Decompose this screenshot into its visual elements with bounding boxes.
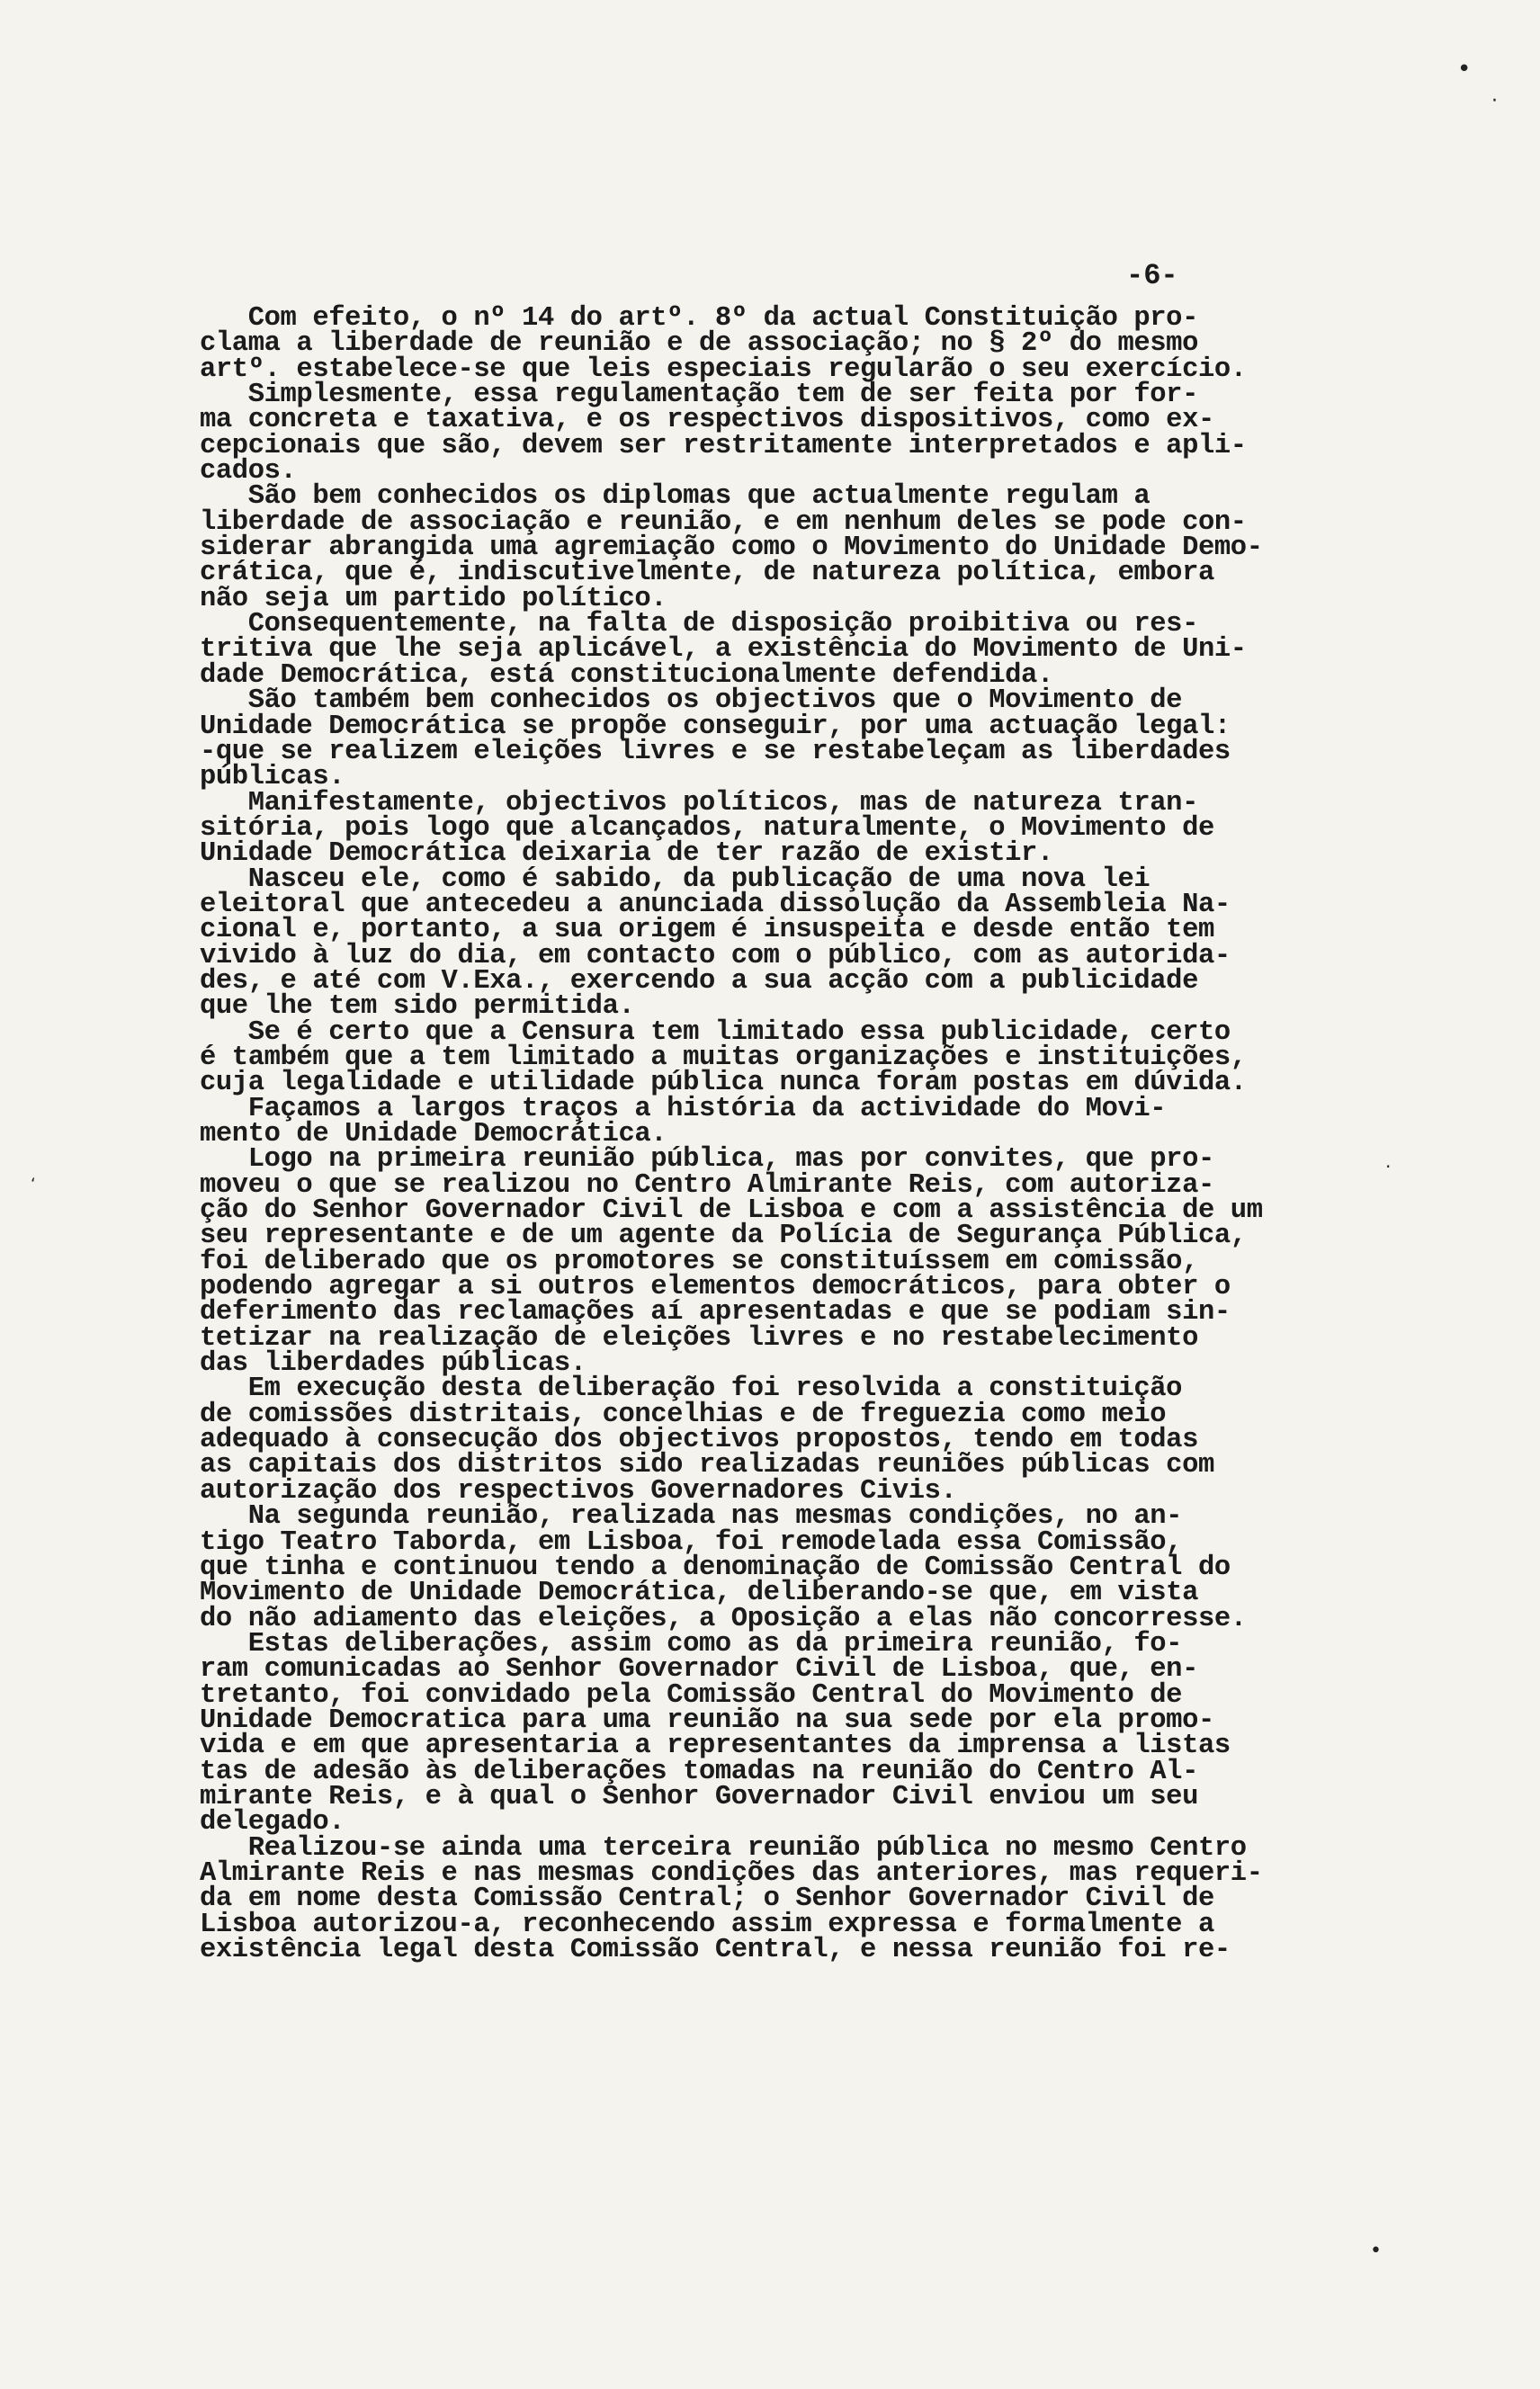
text-line: deferimento das reclamações aí apresentadas e que se podiam sin- [200,1297,1231,1329]
text-line: Lisboa autorizou-a, reconhecendo assim expressa e formalmente a [200,1909,1214,1940]
text-line: de comissões distritais, concelhias e de freguezia como meio [200,1399,1167,1430]
text-line: delegado. [200,1807,345,1839]
text-line: adequado à consecução dos objectivos propostos, tendo em todas [200,1425,1198,1456]
text-line: que lhe tem sido permitida. [200,991,635,1023]
text-line: cional e, portanto, a sua origem é insuspeita e desde então tem [200,915,1214,946]
text-line: artº. estabelece-se que leis especiais regularão o seu exercício. [200,353,1247,385]
text-line: não seja um partido político. [200,583,667,614]
text-line: des, e até com V.Exa., exercendo a sua acção com a publicidade [200,965,1198,997]
text-line: siderar abrangida uma agremiação como o Movimento do Unidade Demo- [200,532,1263,564]
text-line: existência legal desta Comissão Central, e nessa reunião foi re- [200,1935,1231,1965]
text-line: Realizou-se ainda uma terceira reunião pública no mesmo Centro [200,1832,1247,1864]
text-line: Nasceu ele, como é sabido, da publicação de uma nova lei [200,863,1151,895]
text-line: Se é certo que a Censura tem limitado essa publicidade, certo [200,1016,1231,1048]
text-line: autorização dos respectivos Governadores Civis. [200,1475,957,1507]
text-line: que tinha e continuou tendo a denominação de Comissão Central do [200,1552,1231,1583]
ink-speck-mark: ʻ [31,1175,36,1194]
text-line: Em execução desta deliberação foi resolvida a constituição [200,1373,1183,1405]
text-line: dade Democrática, está constitucionalmente defendida. [200,659,1053,691]
text-line: cados. [200,456,297,488]
text-line: vida e em que apresentaria a representantes da imprensa a listas [200,1731,1231,1762]
text-line: tas de adesão às deliberações tomadas na reunião do Centro Al- [200,1756,1198,1787]
text-line: públicas. [200,762,345,793]
text-line: São também bem conhecidos os objectivos que o Movimento de [200,685,1183,717]
text-line: -que se realizem eleições livres e se restabeleçam as liberdades [200,736,1231,767]
text-line: Unidade Democrática deixaria de ter razão de existir. [200,838,1053,870]
text-line: ma concreta e taxativa, e os respectivos dispositivos, como ex- [200,405,1214,436]
ink-speck-mark: • [1370,2240,1382,2262]
text-line: Unidade Democratica para uma reunião na sua sede por ela promo- [200,1705,1214,1736]
text-line: tritiva que lhe seja aplicável, a existência do Movimento de Uni- [200,634,1247,666]
text-line: Façamos a largos traços a história da actividade do Movi- [200,1093,1167,1124]
text-line: podendo agregar a si outros elementos democráticos, para obter o [200,1272,1231,1303]
ink-speck-mark: • [1457,56,1472,83]
text-line: Manifestamente, objectivos políticos, mas de natureza tran- [200,787,1198,819]
text-line: eleitoral que antecedeu a anunciada dissolução da Assembleia Na- [200,889,1231,920]
text-line: da em nome desta Comissão Central; o Senhor Governador Civil de [200,1883,1214,1915]
text-line: foi deliberado que os promotores se constituíssem em comissão, [200,1246,1198,1277]
text-line: tetizar na realização de eleições livres e no restabelecimento [200,1322,1198,1354]
text-line: seu representante e de um agente da Polícia de Segurança Pública, [200,1221,1247,1252]
text-line: cepcionais que são, devem ser restritamente interpretados e apli- [200,430,1247,461]
text-line: Movimento de Unidade Democrática, deliberando-se que, em vista [200,1578,1198,1609]
page-number: -6- [1126,259,1178,292]
text-line: ram comunicadas ao Senhor Governador Civil de Lisboa, que, en- [200,1654,1198,1686]
typed-text-body [200,303,1405,1965]
text-line: tretanto, foi convidado pela Comissão Central do Movimento de [200,1679,1183,1711]
text-line: ção do Senhor Governador Civil de Lisboa e com a assistência de um [200,1195,1263,1227]
text-line: Estas deliberações, assim como as da primeira reunião, fo- [200,1628,1183,1660]
text-line: mento de Unidade Democrática. [200,1119,667,1150]
text-line: as capitais dos distritos sido realizadas reuniões públicas com [200,1450,1214,1481]
text-line: Unidade Democrática se propõe conseguir, por uma actuação legal: [200,711,1231,742]
text-line: Almirante Reis e nas mesmas condições das anteriores, mas requeri- [200,1857,1263,1889]
ink-speck-mark: · [1491,90,1498,112]
text-line: sitória, pois logo que alcançados, naturalmente, o Movimento de [200,812,1214,844]
text-line: tigo Teatro Taborda, em Lisboa, foi remodelada essa Comissão, [200,1526,1183,1558]
text-line: Consequentemente, na falta de disposição proibitiva ou res- [200,609,1198,640]
text-line: Simplesmente, essa regulamentação tem de ser feita por for- [200,380,1198,411]
text-line: vivido à luz do dia, em contacto com o público, com as autorida- [200,940,1231,971]
ink-speck-mark: · [1385,1156,1392,1177]
text-line: Na segunda reunião, realizada nas mesmas condições, no an- [200,1501,1183,1533]
text-line: liberdade de associação e reunião, e em nenhum deles se pode con- [200,506,1247,538]
text-line: moveu o que se realizou no Centro Almirante Reis, com autoriza- [200,1169,1214,1201]
text-line: é também que a tem limitado a muitas organizações e instituições, [200,1042,1247,1073]
text-line: das liberdades públicas. [200,1348,586,1380]
text-line: crática, que é, indiscutivelmente, de natureza política, embora [200,558,1214,589]
text-line: cuja legalidade e utilidade pública nunca foram postas em dúvida. [200,1068,1247,1099]
text-line: do não adiamento das eleições, a Oposição a elas não concorresse. [200,1603,1247,1634]
text-line: clama a liberdade de reunião e de associação; no § 2º do mesmo [200,328,1198,360]
text-line: Logo na primeira reunião pública, mas por convites, que pro- [200,1144,1214,1176]
text-line: São bem conhecidos os diplomas que actualmente regulam a [200,481,1151,513]
text-line: Com efeito, o nº 14 do artº. 8º da actual Constituição pro- [200,303,1198,334]
text-line: mirante Reis, e à qual o Senhor Governador Civil enviou um seu [200,1781,1198,1812]
